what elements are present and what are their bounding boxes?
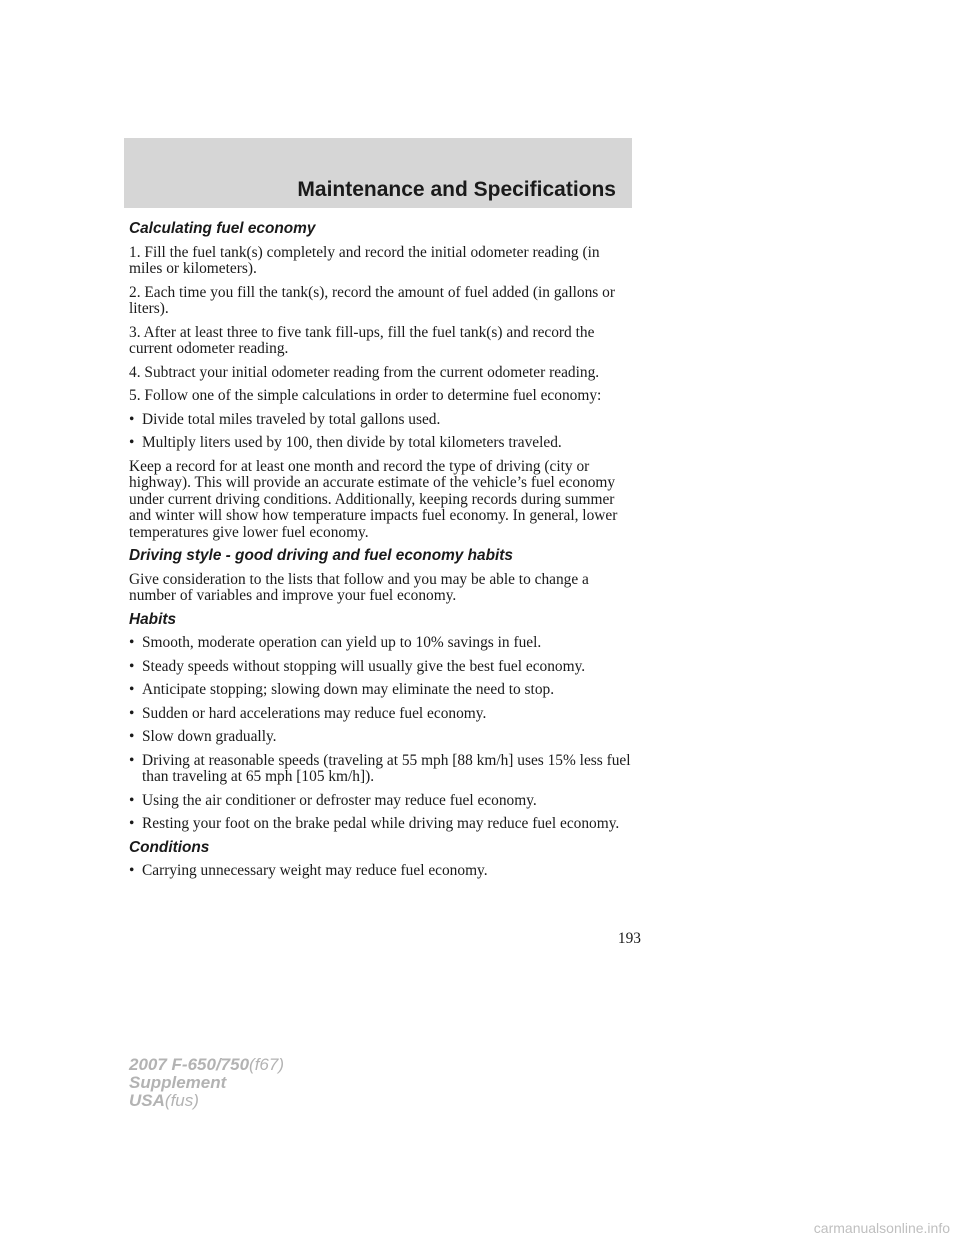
list-item: • Carrying unnecessary weight may reduce fuel economy. [129,862,488,879]
list-item: • Steady speeds without stopping will usually give the best fuel economy. [129,657,586,675]
page-content [129,221,635,887]
list-item: • Smooth, moderate operation can yield up to 10% savings in fuel. [129,634,542,651]
section-title: Maintenance and Specifications [297,178,616,201]
step-2: 2. Each time you fill the tank(s), record the amount of fuel added (in gallons or liters). [129,283,615,317]
bullet-icon: • [129,728,135,745]
footer-model-code: (f67) [249,1055,285,1074]
list-item: • Sudden or hard accelerations may reduce fuel economy. [129,704,487,722]
bullet-icon: • [129,791,135,809]
footer-market-code: (fus) [164,1091,199,1110]
heading-calculating-fuel-economy: Calculating fuel economy [129,220,316,237]
bullet-icon: • [129,704,135,722]
step-1: 1. Fill the fuel tank(s) completely and record the initial odometer reading (in miles or kilometers). [129,243,600,277]
document-footer [129,1056,284,1110]
record-keeping-paragraph: Keep a record for at least one month and record the type of driving (city or highway). This will provide an accurate estimate of the vehicle’s fuel economy under current driving conditions. Additionally, keeping records during summer and winter will show how temperature impacts fuel economy. In general, lower temperatures give lower fuel economy. [129,457,618,541]
list-item: • Using the air conditioner or defroster may reduce fuel economy. [129,791,537,809]
driving-style-paragraph: Give consideration to the lists that follow and you may be able to change a number of variables and improve your fuel economy. [129,570,589,604]
heading-driving-style: Driving style - good driving and fuel economy habits [129,547,513,564]
bullet-icon: • [129,681,135,698]
bullet-icon: • [129,657,135,675]
watermark: carmanualsonline.info [813,1220,950,1236]
section-header-band [124,138,632,208]
heading-conditions: Conditions [129,838,210,856]
heading-habits: Habits [129,610,177,628]
list-item: • Multiply liters used by 100, then divide by total kilometers traveled. [129,434,562,451]
list-item: • Divide total miles traveled by total gallons used. [129,410,441,428]
bullet-icon: • [129,815,135,832]
bullet-icon: • [129,434,135,451]
step-5: 5. Follow one of the simple calculations in order to determine fuel economy: [129,387,602,404]
step-4: 4. Subtract your initial odometer reading from the current odometer reading. [129,363,600,381]
bullet-icon: • [129,634,135,651]
list-item: • Slow down gradually. [129,728,277,745]
page-number: 193 [617,930,641,947]
footer-market: USA [129,1091,165,1110]
list-item: • Anticipate stopping; slowing down may eliminate the need to stop. [129,681,555,698]
step-3: 3. After at least three to five tank fill-ups, fill the fuel tank(s) and record the current odometer reading. [129,323,595,357]
bullet-icon: • [129,862,135,879]
footer-supplement: Supplement [129,1073,227,1092]
list-item: • Driving at reasonable speeds (traveling at 55 mph [88 km/h] uses 15% less fuel than traveling at 65 mph [105 km/h]). [129,751,631,785]
list-item: • Resting your foot on the brake pedal while driving may reduce fuel economy. [129,815,620,832]
bullet-icon: • [129,410,135,428]
bullet-icon: • [129,751,135,769]
footer-model: 2007 F-650/750 [129,1055,250,1074]
